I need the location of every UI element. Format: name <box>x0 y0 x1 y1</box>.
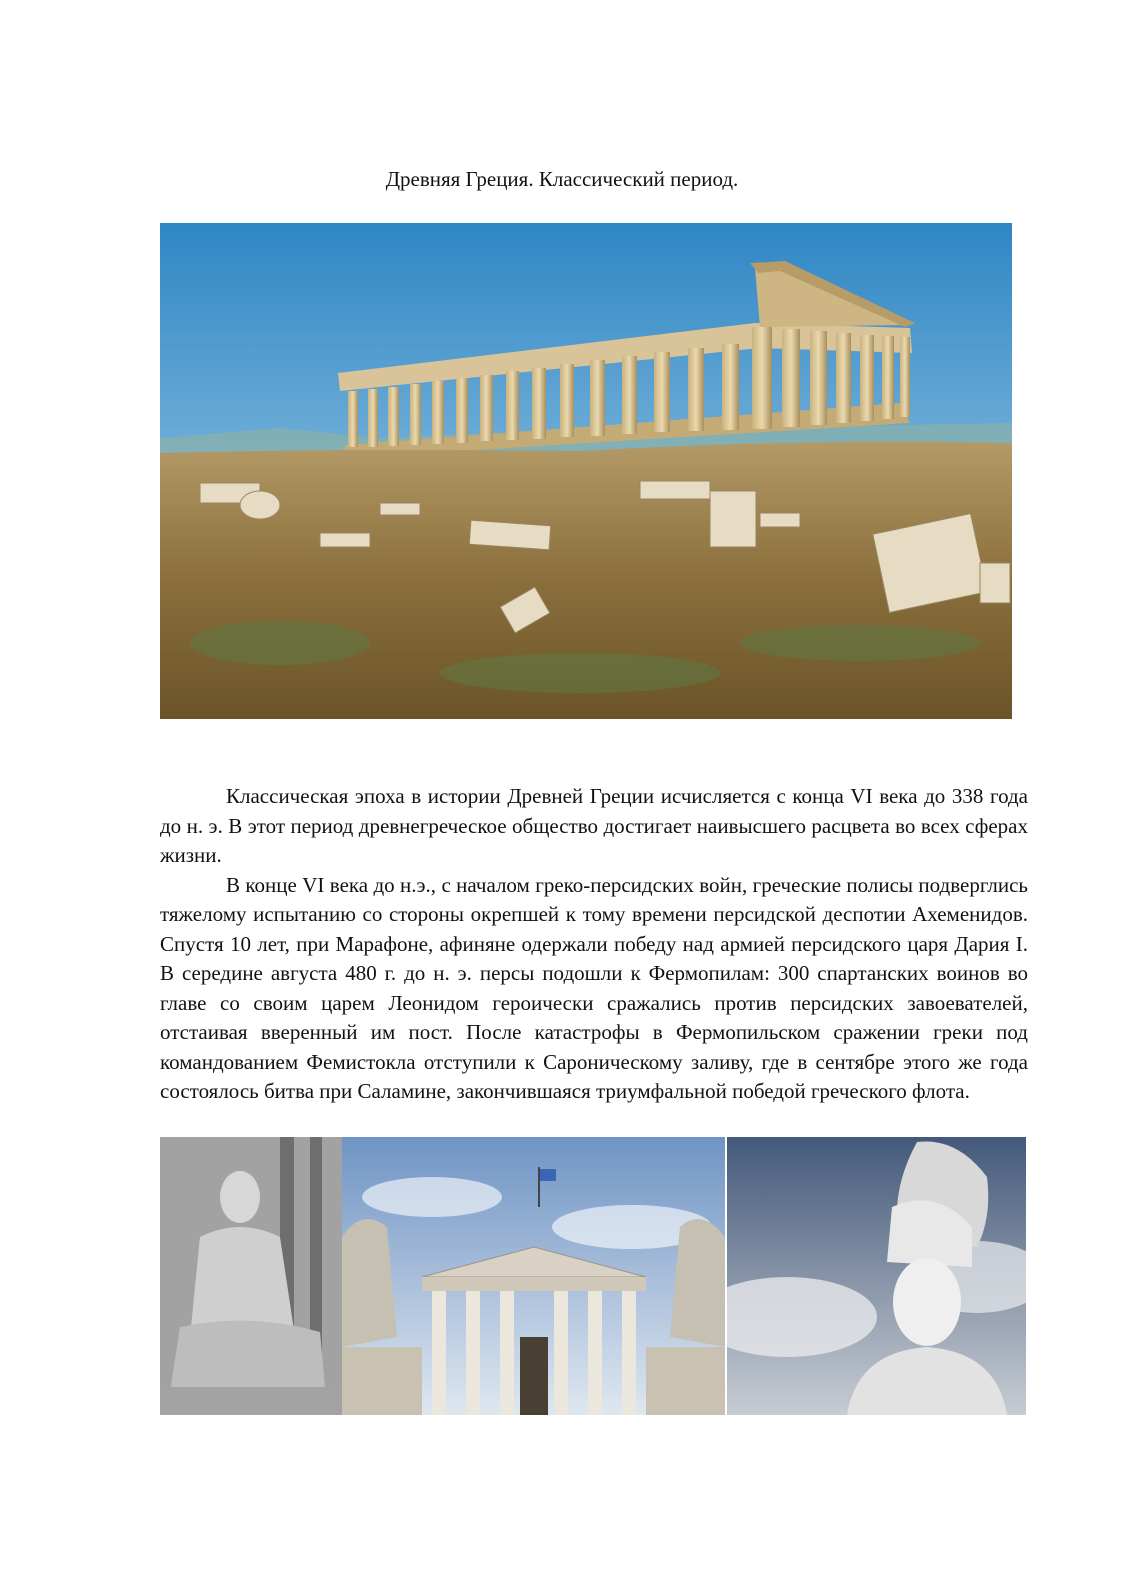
pericles-bust-photo <box>727 1137 1026 1415</box>
page-title: Древняя Греция. Классический период. <box>385 167 739 191</box>
paragraph: Классическая эпоха в истории Древней Греции исчисляется с конца VI века до 338 года до н. э. В этот период древнегреческое общество достигает наивысшего расцвета во всех сферах жизни. <box>160 784 1028 867</box>
academy-building-photo <box>342 1137 725 1415</box>
philosopher-statue-photo <box>160 1137 342 1415</box>
parthenon-photo <box>160 223 1012 719</box>
article-body <box>160 782 1028 1107</box>
paragraph: В конце VI века до н.э., с началом греко-персидских войн, греческие полисы подверглись тяжелому испытанию со стороны окрепшей к тому времени персидской деспотии Ахеменидов. Спустя 10 лет, при Марафоне, афиняне одержали победу над армией персидского царя Дария I. В середине августа 480 г. до н. э. персы подошли к Фермопилам: 300 спартанских воинов во главе со своим царем Леонидом героически сражались против персидских завоевателей, отстаивая вверенный им пост. После катастрофы в Фермопильском сражении греки под командованием Фемистокла отступили к Сароническому заливу, где в сентябре этого же года состоялось битва при Саламине, закончившаяся триумфальной победой греческого флота. <box>160 872 1028 1103</box>
